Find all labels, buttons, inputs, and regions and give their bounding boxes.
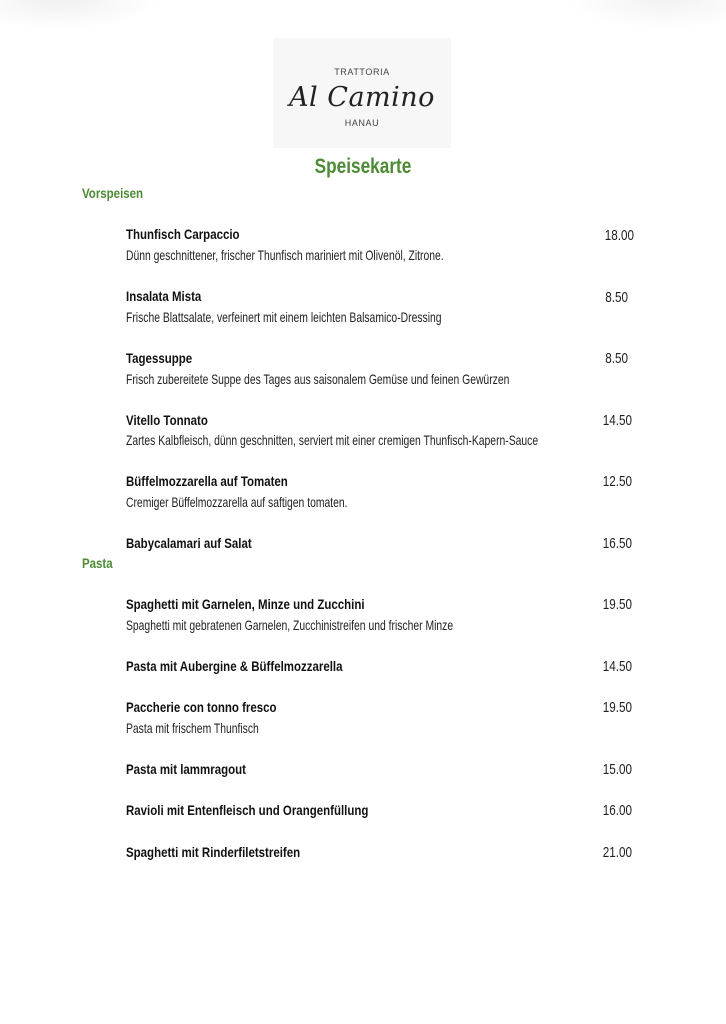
menu-item-price: 21.00 — [602, 844, 632, 861]
menu-item-name: Vitello Tonnato — [126, 412, 208, 428]
menu-item-name: Ravioli mit Entenfleisch und Orangenfüllung — [126, 802, 369, 818]
menu-item-price: 14.50 — [602, 412, 632, 429]
logo-name: Al Camino — [289, 82, 435, 113]
menu-item-name: Büffelmozzarella auf Tomaten — [126, 473, 288, 489]
menu-item-price: 16.00 — [602, 802, 632, 819]
menu-item-price: 18.00 — [604, 227, 634, 244]
menu-item-price: 8.50 — [605, 289, 628, 306]
page-shadow-right — [566, 0, 726, 30]
menu-item-price: 19.50 — [602, 596, 632, 613]
menu-item-price: 19.50 — [602, 699, 632, 716]
restaurant-logo — [273, 38, 451, 148]
page-title: Speisekarte — [314, 155, 412, 178]
menu-item-name: Thunfisch Carpaccio — [126, 226, 240, 242]
logo-top-text: TRATTORIA — [334, 67, 390, 77]
menu-item-price: 12.50 — [602, 473, 632, 490]
menu-item-name: Paccherie con tonno fresco — [126, 699, 277, 715]
menu-item-price: 16.50 — [602, 535, 632, 552]
menu-item-description: Dünn geschnittener, frischer Thunfisch mariniert mit Olivenöl, Zitrone. — [126, 247, 444, 263]
logo-bottom-text: HANAU — [344, 118, 380, 128]
menu-item-price: 8.50 — [605, 350, 628, 367]
menu-item-name: Spaghetti mit Garnelen, Minze und Zucchini — [126, 596, 365, 612]
menu-item-description: Zartes Kalbfleisch, dünn geschnitten, serviert mit einer cremigen Thunfisch-Kapern-Sauce — [126, 432, 539, 448]
menu-item-name: Tagessuppe — [126, 350, 193, 366]
menu-item-description: Frische Blattsalate, verfeinert mit einem leichten Balsamico-Dressing — [126, 309, 442, 325]
menu-item-description: Cremiger Büffelmozzarella auf saftigen tomaten. — [126, 494, 348, 510]
section-heading-vorspeisen: Vorspeisen — [82, 185, 144, 201]
section-heading-pasta: Pasta — [82, 555, 113, 571]
menu-item-name: Spaghetti mit Rinderfiletstreifen — [126, 844, 301, 860]
menu-item-name: Insalata Mista — [126, 288, 202, 304]
menu-item-description: Spaghetti mit gebratenen Garnelen, Zucchinistreifen und frischer Minze — [126, 617, 454, 633]
menu-item-description: Frisch zubereitete Suppe des Tages aus saisonalem Gemüse und feinen Gewürzen — [126, 371, 510, 387]
menu-item-name: Babycalamari auf Salat — [126, 535, 252, 551]
menu-item-price: 14.50 — [602, 658, 632, 675]
menu-item-price: 15.00 — [602, 761, 632, 778]
menu-item-description: Pasta mit frischem Thunfisch — [126, 720, 259, 736]
menu-item-name: Pasta mit Aubergine & Büffelmozzarella — [126, 658, 343, 674]
menu-item-name: Pasta mit lammragout — [126, 761, 246, 777]
page-shadow-left — [0, 0, 160, 30]
